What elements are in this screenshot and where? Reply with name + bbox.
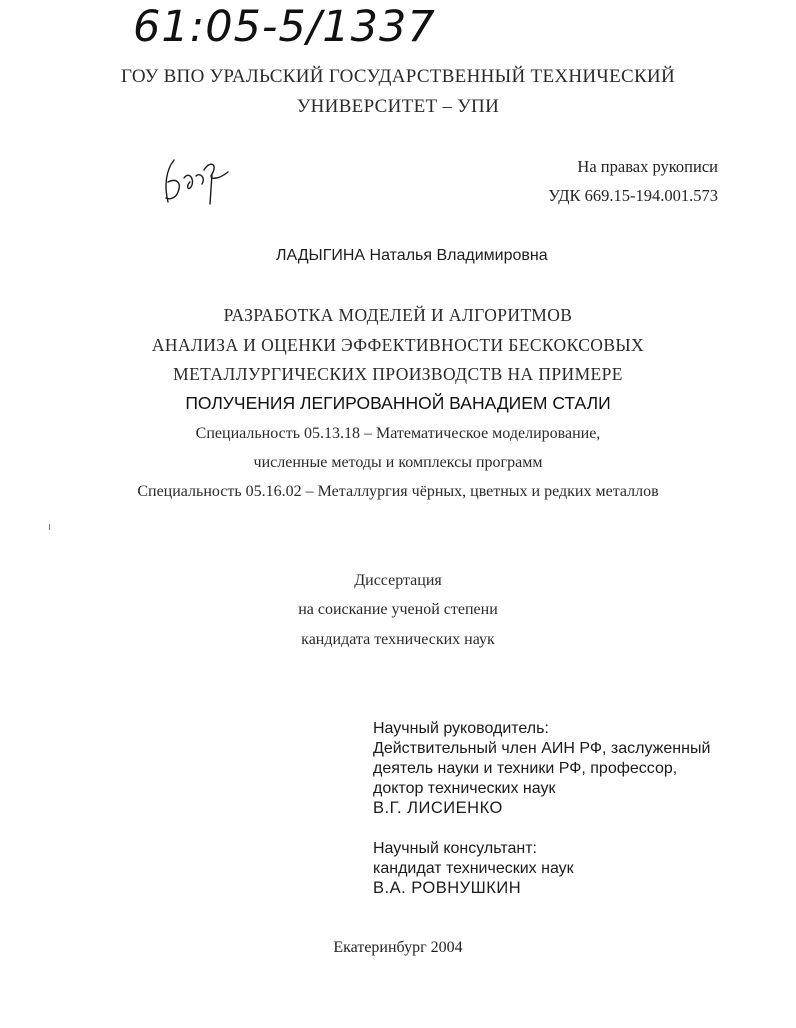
title-line-1: РАЗРАБОТКА МОДЕЛЕЙ И АЛГОРИТМОВ bbox=[223, 305, 573, 325]
supervisor-name: В.Г. ЛИСИЕНКО bbox=[373, 799, 503, 817]
specialty-line-1: Специальность 05.13.18 – Математическое моделирование, bbox=[195, 425, 601, 442]
dissertation-line-3: кандидата технических наук bbox=[301, 631, 495, 648]
dissertation-line-2: на соискание ученой степени bbox=[298, 601, 498, 618]
title-line-3: МЕТАЛЛУРГИЧЕСКИХ ПРОИЗВОДСТВ НА ПРИМЕРЕ bbox=[173, 364, 623, 384]
archive-number: 61:05-5/1337 bbox=[133, 2, 436, 52]
signature-icon bbox=[160, 152, 250, 212]
dissertation-line-1: Диссертация bbox=[354, 572, 442, 589]
consultant-line-1: кандидат технических наук bbox=[373, 860, 574, 877]
supervisor-line-3: доктор технических наук bbox=[373, 780, 556, 797]
supervisor-heading: Научный руководитель: bbox=[373, 720, 549, 737]
university-line-2: УНИВЕРСИТЕТ – УПИ bbox=[296, 96, 500, 117]
specialty-line-2: численные методы и комплексы программ bbox=[253, 454, 543, 471]
rights-note: На правах рукописи bbox=[577, 157, 718, 176]
supervisor-line-1: Действительный член АИН РФ, заслуженный bbox=[373, 740, 711, 757]
consultant-name: В.А. РОВНУШКИН bbox=[373, 879, 522, 897]
specialty-line-3: Специальность 05.16.02 – Металлургия чёрных, цветных и редких металлов bbox=[137, 483, 659, 500]
udk-code: УДК 669.15-194.001.573 bbox=[548, 186, 718, 205]
consultant-heading: Научный консультант: bbox=[373, 840, 537, 857]
title-line-4: ПОЛУЧЕНИЯ ЛЕГИРОВАННОЙ ВАНАДИЕМ СТАЛИ bbox=[185, 393, 611, 413]
title-line-2: АНАЛИЗА И ОЦЕНКИ ЭФФЕКТИВНОСТИ БЕСКОКСОВЫХ bbox=[151, 335, 645, 355]
city-year: Екатеринбург 2004 bbox=[333, 939, 463, 956]
author-name: ЛАДЫГИНА Наталья Владимировна bbox=[276, 247, 548, 264]
university-line-1: ГОУ ВПО УРАЛЬСКИЙ ГОСУДАРСТВЕННЫЙ ТЕХНИЧЕСКИЙ bbox=[121, 66, 675, 87]
supervisor-line-2: деятель науки и техники РФ, профессор, bbox=[373, 760, 678, 777]
scan-mark bbox=[49, 524, 50, 530]
